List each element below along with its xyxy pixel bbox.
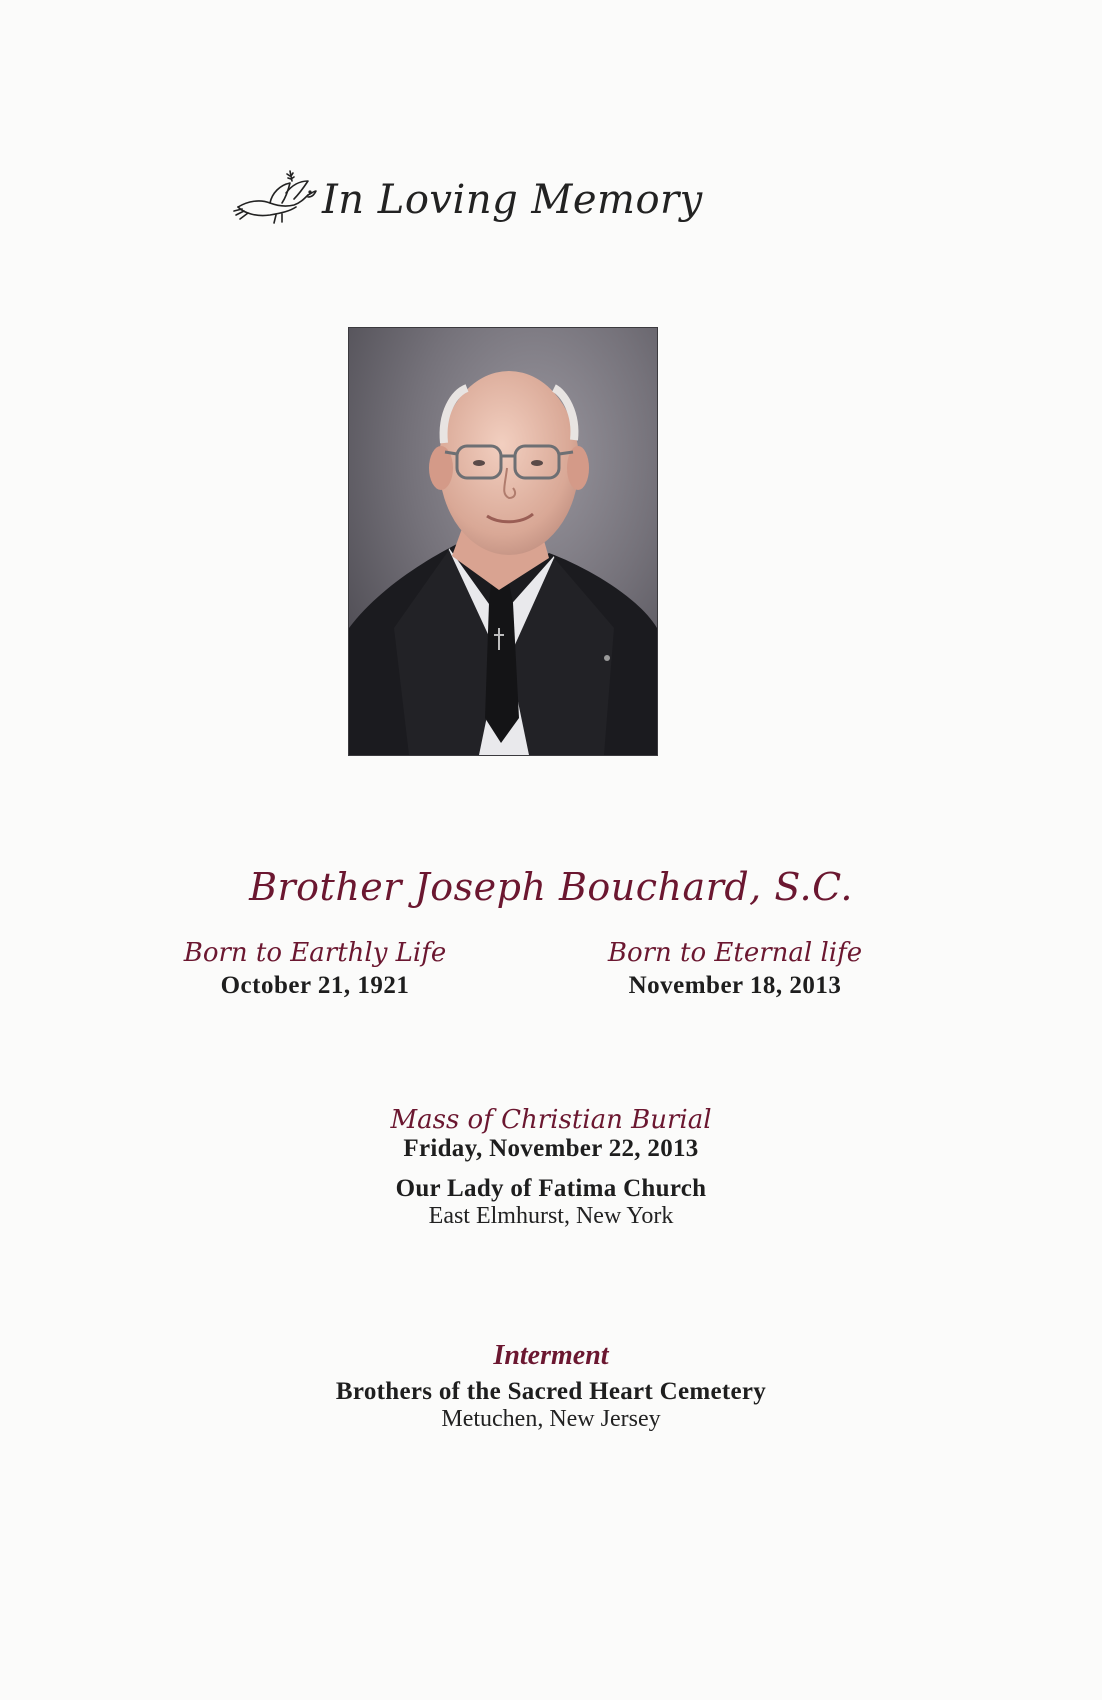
mass-location: East Elmhurst, New York xyxy=(428,1203,674,1229)
birth-label: Born to Earthly Life xyxy=(183,938,447,968)
portrait-illustration xyxy=(349,328,657,755)
portrait-photo xyxy=(349,328,657,755)
birth-section xyxy=(170,938,460,1000)
death-date: November 18, 2013 xyxy=(628,972,842,999)
mass-date: Friday, November 22, 2013 xyxy=(403,1135,699,1162)
deceased-name: Brother Joseph Bouchard, S.C. xyxy=(249,865,853,909)
interment-section xyxy=(0,1340,1102,1433)
mass-title: Mass of Christian Burial xyxy=(390,1105,712,1135)
death-label: Born to Eternal life xyxy=(607,938,863,968)
mass-section xyxy=(0,1105,1102,1230)
interment-location: Metuchen, New Jersey xyxy=(441,1406,661,1432)
header-title: In Loving Memory xyxy=(322,177,703,223)
mass-church: Our Lady of Fatima Church xyxy=(395,1175,707,1202)
death-section xyxy=(590,938,880,1000)
birth-date: October 21, 1921 xyxy=(220,972,410,999)
dove-icon xyxy=(230,165,320,235)
interment-cemetery: Brothers of the Sacred Heart Cemetery xyxy=(335,1378,767,1405)
header xyxy=(230,160,790,240)
interment-title: Interment xyxy=(493,1340,609,1371)
